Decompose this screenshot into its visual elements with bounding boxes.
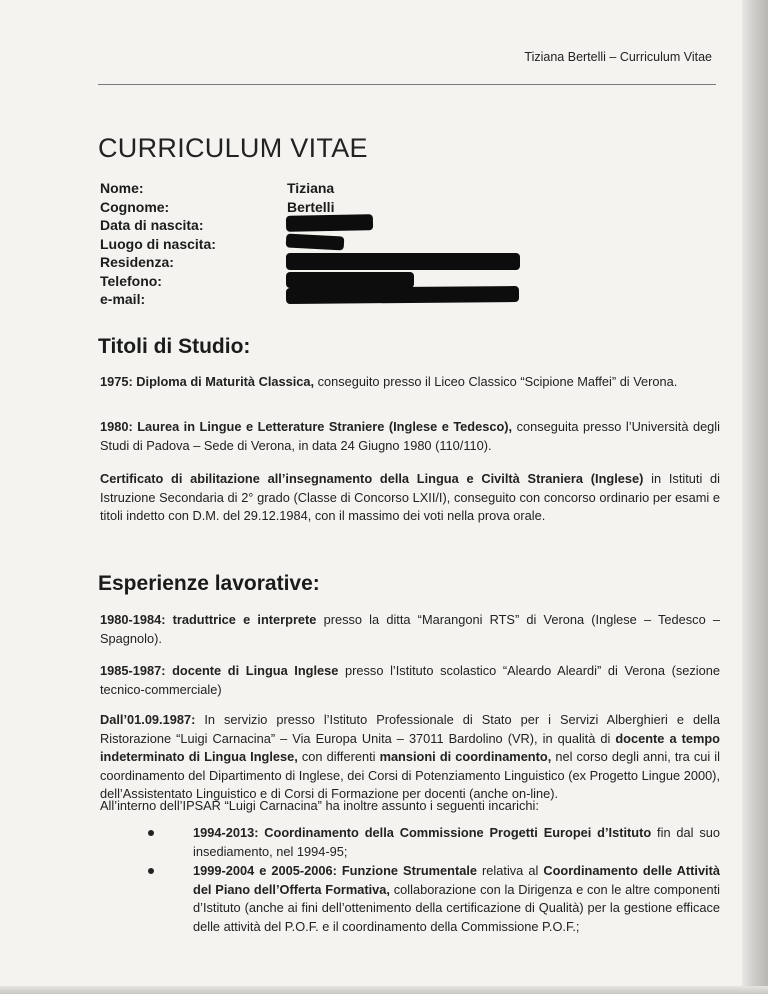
- study-item-1-text: conseguito presso il Liceo Classico “Scipione Maffei” di Verona.: [314, 374, 678, 389]
- work-item-3-bold-2: docente a tempo indeterminato di Lingua Inglese,: [100, 730, 720, 764]
- study-item-3-bold: Certificato di abilitazione all’insegnamento della Lingua e Civiltà Straniera (Inglese): [100, 471, 644, 486]
- scan-bottom-edge: [0, 986, 768, 994]
- study-item-2-text: conseguita presso l’Università degli Studi di Padova – Sede di Verona, in data 24 Giugno 1980 (110/110).: [100, 419, 720, 453]
- bullet-2-bold-1: 1999-2004 e 2005-2006: Funzione Strumentale: [193, 863, 478, 878]
- residence-label: Residenza:: [100, 254, 174, 270]
- work-item-2-text: presso l’Istituto scolastico “Aleardo Aleardi” di Verona (sezione tecnico-commerciale): [100, 663, 721, 697]
- running-header: Tiziana Bertelli – Curriculum Vitae: [524, 50, 712, 64]
- redaction-birthplace: [286, 233, 345, 250]
- work-item-3-text-2: con differenti: [297, 749, 380, 764]
- work-item-3: [100, 711, 720, 804]
- list-item: [148, 824, 720, 861]
- redaction-birthdate: [286, 214, 373, 232]
- study-item-3: [100, 470, 720, 526]
- study-item-1: [100, 373, 720, 392]
- work-item-1-bold: 1980-1984: traduttrice e interprete: [100, 612, 317, 627]
- list-item: [148, 862, 720, 936]
- birthplace-label: Luogo di nascita:: [100, 235, 216, 252]
- study-item-2-bold: 1980: Laurea in Lingue e Letterature Straniere (Inglese e Tedesco),: [100, 419, 513, 434]
- bullet-icon: [148, 830, 154, 836]
- work-item-3-text-3: nel corso degli anni, tra cui il coordinamento del Dipartimento di Inglese, dei Corsi di Potenziamento Linguistico (ex Progetto Lingue 2000), dell’Assistentato Linguistico e di Corsi di Formazione per docenti (anche on-line).: [100, 749, 720, 801]
- work-item-3-bold-3: mansioni di coordinamento,: [379, 749, 552, 764]
- redaction-phone: [286, 272, 414, 288]
- work-heading: Esperienze lavorative:: [98, 572, 320, 595]
- redaction-residence: [286, 253, 520, 270]
- studies-heading: Titoli di Studio:: [98, 335, 251, 358]
- scan-page-edge: [742, 0, 768, 994]
- study-item-2: [100, 418, 720, 455]
- bullet-2-bold-2: Coordinamento delle Attività del Piano dell’Offerta Formativa,: [193, 863, 720, 897]
- name-label: Nome:: [100, 180, 144, 196]
- bullet-1-bold: 1994-2013: Coordinamento della Commissione Progetti Europei d’Istituto: [193, 825, 652, 840]
- study-item-1-bold: 1975: Diploma di Maturità Classica,: [100, 374, 315, 389]
- bullet-1-text: fin dal suo insediamento, nel 1994-95;: [193, 825, 720, 859]
- redaction-email: [286, 286, 519, 304]
- name-value: Tiziana: [287, 180, 335, 196]
- duties-list: [148, 824, 720, 937]
- surname-value: Bertelli: [287, 198, 335, 215]
- work-item-1-text: presso la ditta “Marangoni RTS” di Verona (Inglese – Tedesco – Spagnolo).: [100, 612, 720, 646]
- work-item-2-bold: 1985-1987: docente di Lingua Inglese: [100, 663, 339, 678]
- bullet-icon: [148, 868, 154, 874]
- study-item-3-text: in Istituti di Istruzione Secondaria di 2° grado (Classe di Concorso LXII/I), conseguito con concorso ordinario per esami e titoli indetto con D.M. del 29.12.1984, con il massimo dei voti nella prova orale.: [100, 471, 720, 523]
- email-label: e-mail:: [100, 291, 146, 307]
- work-intro: All’interno dell’IPSAR “Luigi Carnacina” ha inoltre assunto i seguenti incarichi:: [100, 798, 539, 813]
- page-title: CURRICULUM VITAE: [98, 133, 368, 163]
- work-item-2: [100, 662, 720, 699]
- work-item-3-text-1: In servizio presso l’Istituto Professionale di Stato per i Servizi Alberghieri e della Ristorazione “Luigi Carnacina” – Via Europa Unita – 37011 Bardolino (VR), in qualità di: [100, 712, 720, 746]
- work-item-1: [100, 611, 720, 648]
- phone-label: Telefono:: [100, 272, 162, 289]
- header-rule: [98, 84, 716, 85]
- surname-label: Cognome:: [100, 198, 170, 215]
- work-item-3-bold-1: Dall’01.09.1987:: [100, 712, 196, 727]
- bullet-2-text-1: relativa al: [477, 863, 544, 878]
- birthdate-label: Data di nascita:: [100, 217, 204, 233]
- bullet-2-text-2: collaborazione con la Dirigenza e con le altre componenti d’Istituto (anche ai fini dell’ottenimento della certificazione di Qualità) per la gestione efficace delle attività del P.O.F. e il coordinamento della Commissione P.O.F.;: [193, 881, 720, 934]
